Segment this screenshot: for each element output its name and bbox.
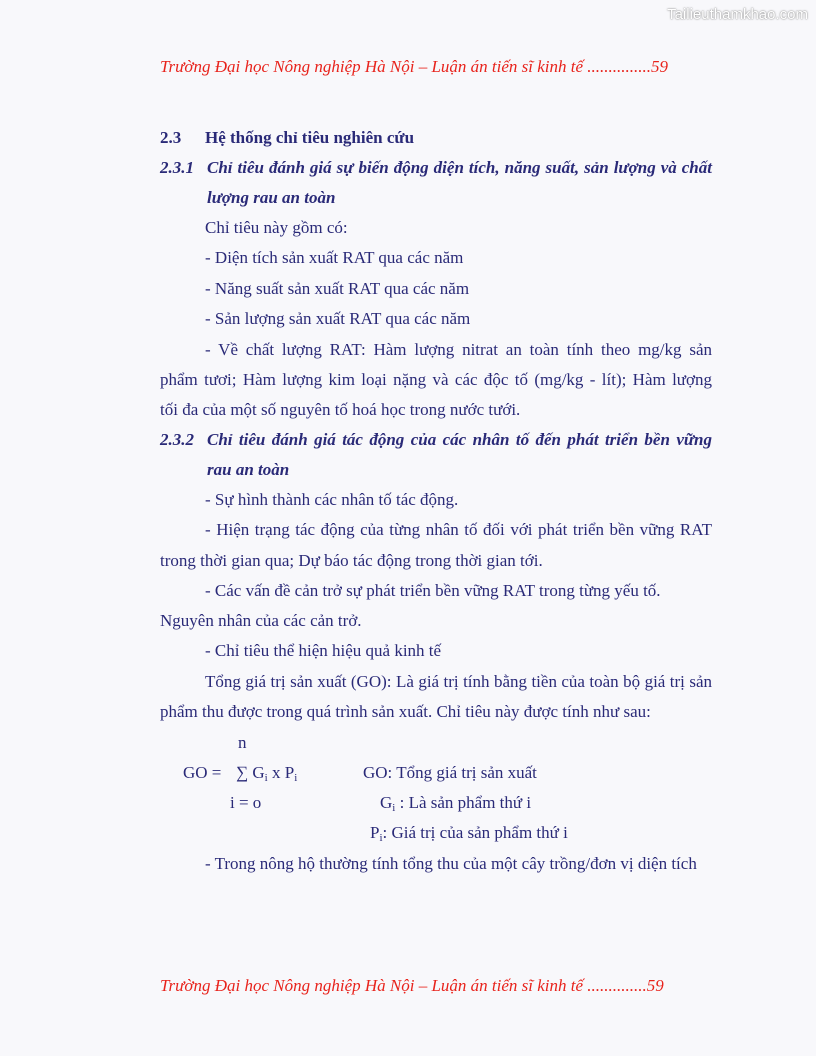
formula-times: x P (267, 763, 295, 782)
subsection-1-title: Chỉ tiêu đánh giá sự biến động diện tích, năng suất, sản lượng và chất (207, 158, 712, 177)
formula-lower-limit: i = o (230, 793, 262, 812)
def-p-text: : Giá trị của sản phẩm thứ i (382, 823, 568, 842)
symbol-p: P (370, 823, 380, 842)
formula-def-g (380, 793, 531, 814)
paragraph-line: Nguyên nhân của các cản trở. (160, 611, 362, 630)
paragraph-line: tối đa của một số nguyên tố hoá học trong nước tưới. (160, 400, 521, 419)
paragraph-line: phẩm tươi; Hàm lượng kim loại nặng và các độc tố (mg/kg - lít); Hàm lượng (160, 370, 712, 389)
list-item: - Chỉ tiêu thể hiện hiệu quả kinh tế (205, 641, 442, 660)
paragraph-line: Tổng giá trị sản xuất (GO): Là giá trị tính bằng tiền của toàn bộ giá trị sản (205, 672, 712, 691)
subsection-1-title-cont: lượng rau an toàn (207, 188, 336, 207)
subsection-2-number: 2.3.2 (160, 430, 194, 449)
watermark: Tailieuthamkhao.com (667, 6, 808, 23)
formula-def-go: GO: Tổng giá trị sản xuất (363, 763, 537, 782)
subscript: i (294, 772, 298, 784)
subscript: i (264, 772, 268, 784)
list-item: - Sự hình thành các nhân tố tác động. (205, 490, 459, 509)
formula-upper-limit: n (238, 733, 247, 752)
subsection-2-title: Chỉ tiêu đánh giá tác động của các nhân tố đến phát triển bền vững (207, 430, 712, 449)
page-header: Trường Đại học Nông nghiệp Hà Nội – Luận án tiến sĩ kinh tế ...............59 (160, 57, 669, 76)
section-number: 2.3 (160, 128, 182, 147)
formula-sum (236, 763, 297, 784)
list-item: - Trong nông hộ thường tính tổng thu của một cây trồng/đơn vị diện tích (205, 854, 697, 873)
def-g-text: : Là sản phẩm thứ i (395, 793, 532, 812)
list-item: - Hiện trạng tác động của từng nhân tố đối với phát triển bền vững RAT (205, 520, 712, 539)
sum-symbol: ∑ G (236, 763, 265, 782)
section-title: Hệ thống chỉ tiêu nghiên cứu (205, 128, 415, 147)
paragraph-line: trong thời gian qua; Dự báo tác động trong thời gian tới. (160, 551, 543, 570)
subsection-1-number: 2.3.1 (160, 158, 194, 177)
formula-lhs: GO = (183, 763, 222, 782)
list-item: - Sản lượng sản xuất RAT qua các năm (205, 309, 471, 328)
list-item: - Về chất lượng RAT: Hàm lượng nitrat an toàn tính theo mg/kg sản (205, 340, 712, 359)
list-item: - Năng suất sản xuất RAT qua các năm (205, 279, 470, 298)
paragraph-intro: Chỉ tiêu này gồm có: (205, 218, 348, 237)
list-item: - Các vấn đề cản trở sự phát triển bền vững RAT trong từng yếu tố. (205, 581, 661, 600)
subscript: i (379, 832, 383, 844)
formula-def-p (370, 823, 568, 844)
symbol-g: G (380, 793, 393, 812)
page-footer: Trường Đại học Nông nghiệp Hà Nội – Luận án tiến sĩ kinh tế ..............59 (160, 976, 664, 995)
subscript: i (392, 802, 396, 814)
subsection-2-title-cont: rau an toàn (207, 460, 290, 479)
paragraph-line: phẩm thu được trong quá trình sản xuất. Chỉ tiêu này được tính như sau: (160, 702, 651, 721)
list-item: - Diện tích sản xuất RAT qua các năm (205, 248, 464, 267)
